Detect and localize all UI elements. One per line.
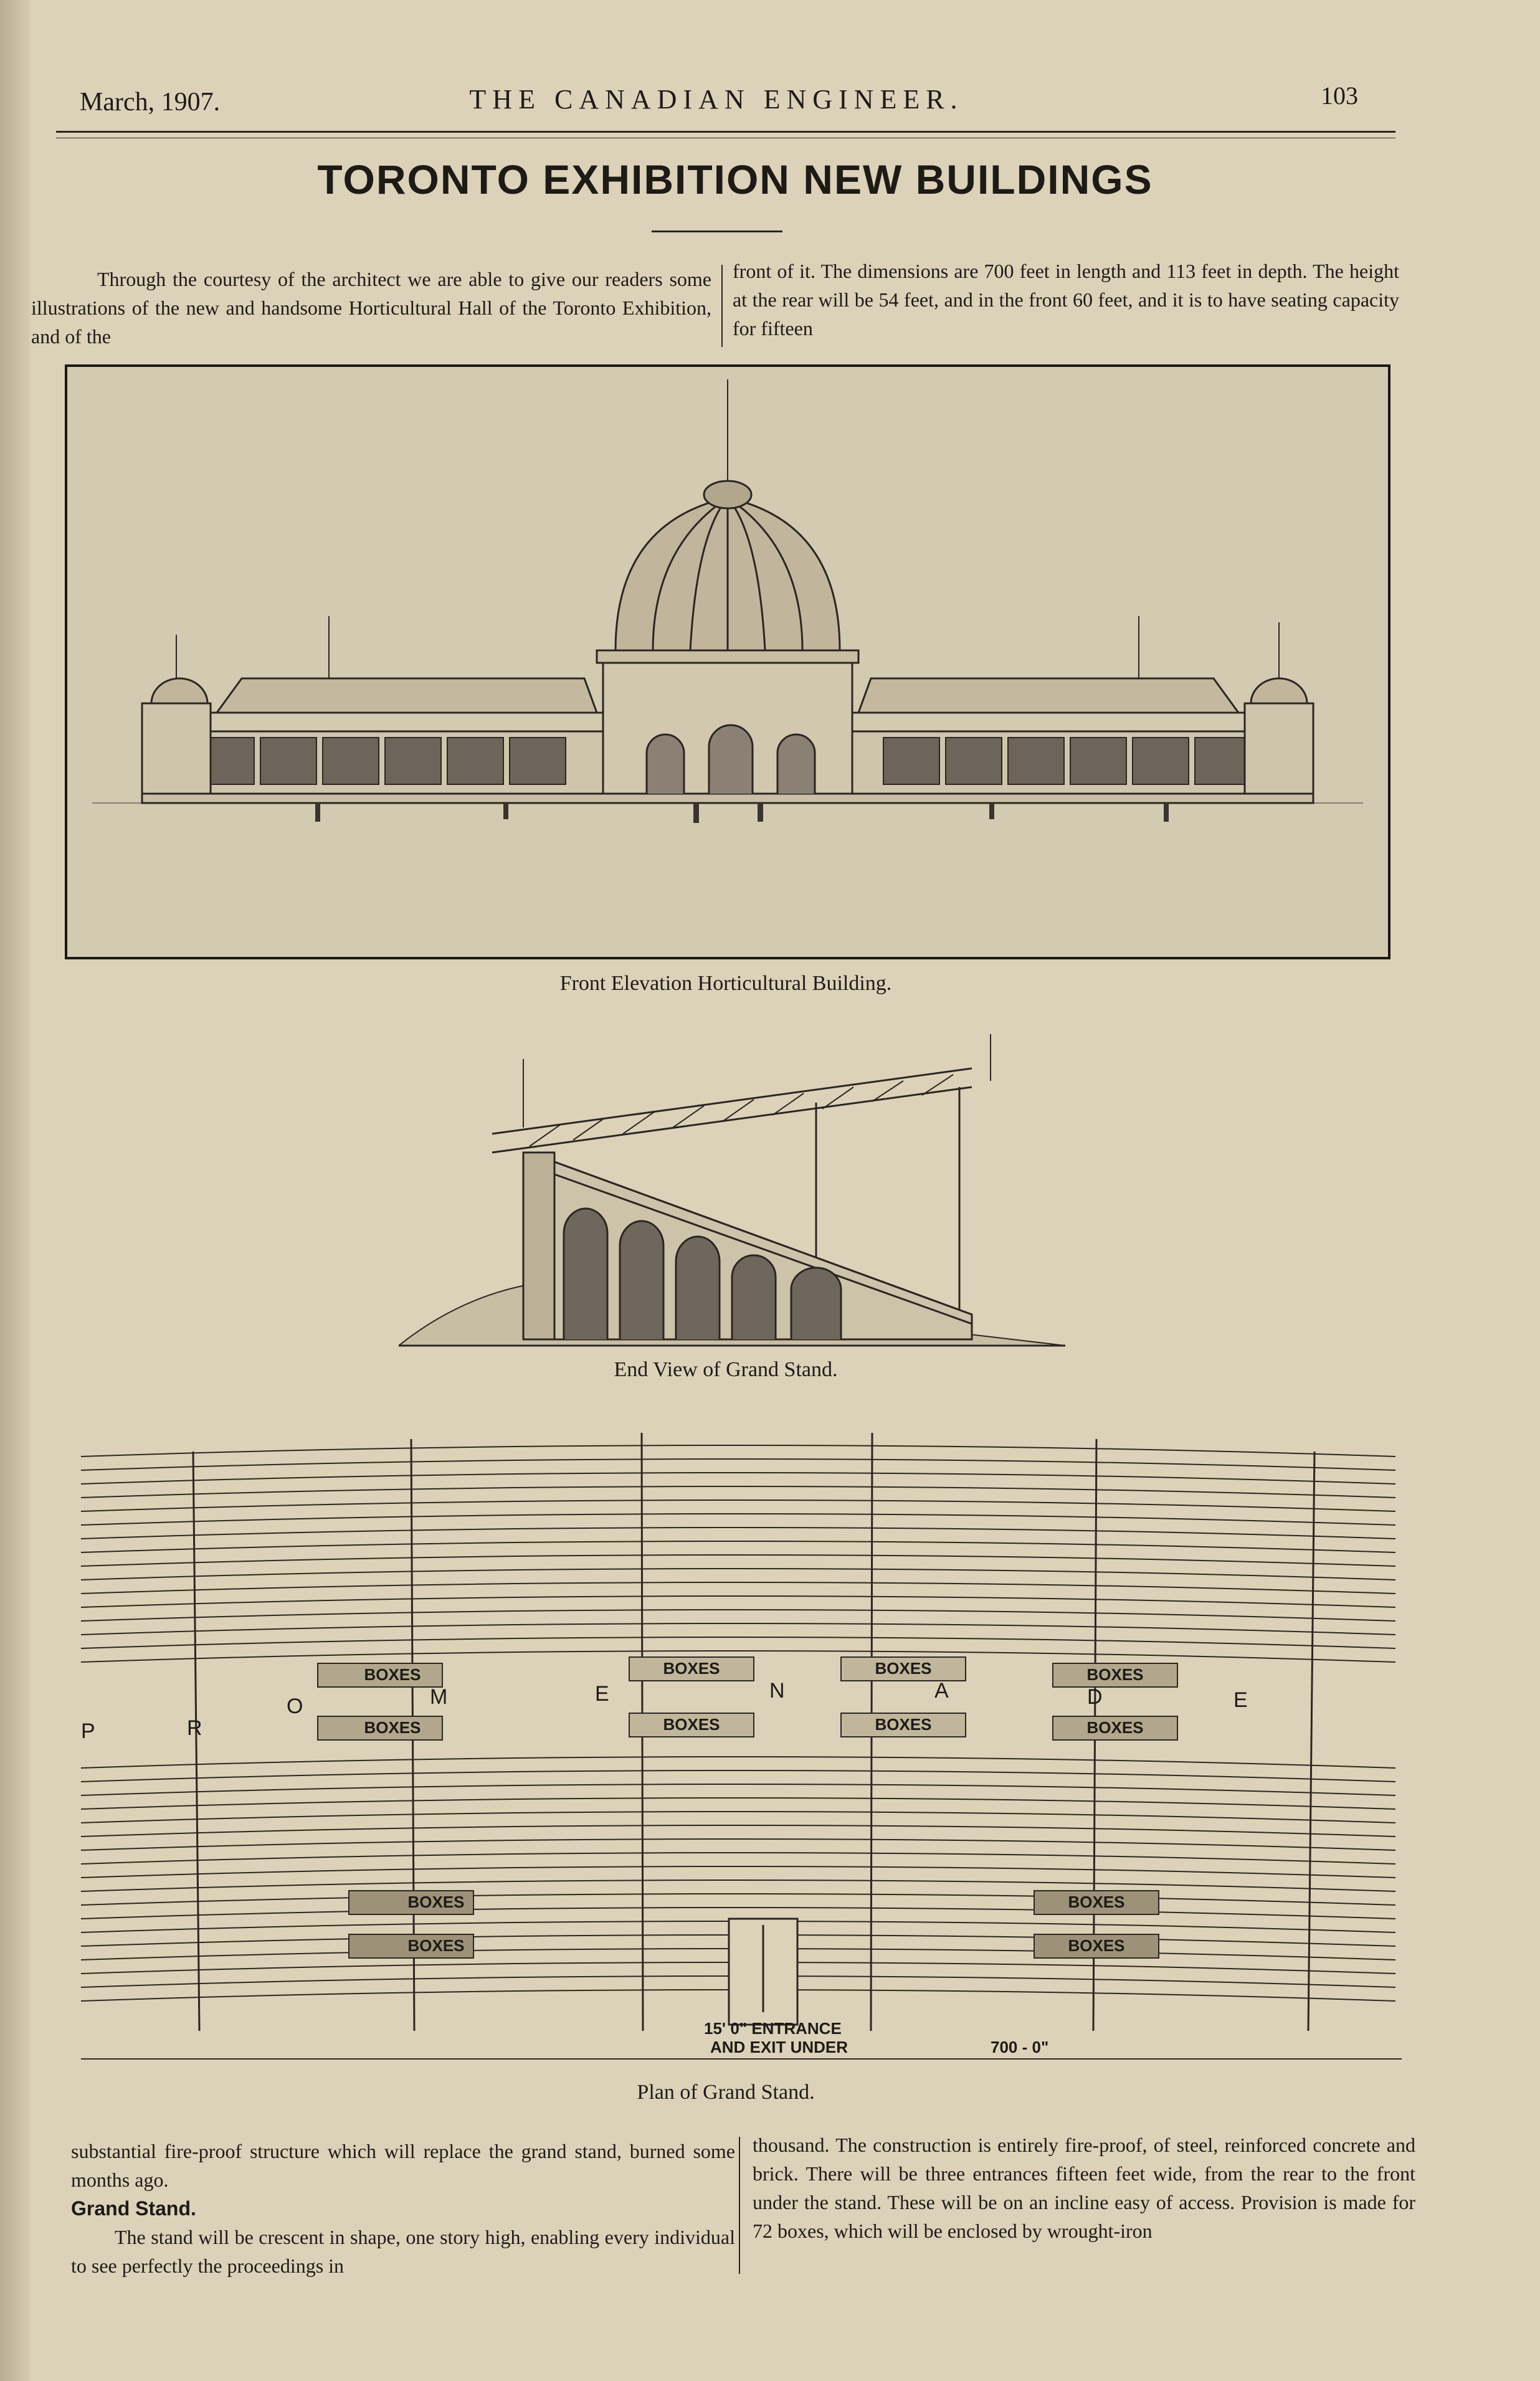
- promenade-letter: E: [595, 1682, 609, 1706]
- seating-row-line: [81, 1839, 1395, 1850]
- plan-caption: Plan of Grand Stand.: [637, 2081, 815, 2104]
- seating-row-line: [81, 1908, 1395, 1919]
- boxes-label: BOXES: [1086, 1718, 1144, 1737]
- front-elevation-figure: [65, 364, 1390, 959]
- seating-row-line: [81, 1514, 1395, 1525]
- promenade-letter: R: [187, 1716, 202, 1740]
- promenade-letter: N: [769, 1679, 785, 1703]
- end-view-caption: End View of Grand Stand.: [614, 1358, 838, 1381]
- seating-row-line: [81, 1757, 1395, 1768]
- grand-stand-plan: [69, 1408, 1408, 2068]
- seating-row-line: [81, 1555, 1395, 1566]
- body-right-column: [753, 2131, 1415, 2245]
- entrance-label: 15' 0" ENTRANCE: [704, 2019, 842, 2038]
- headline-rule: [652, 230, 782, 232]
- seating-row-line: [81, 1528, 1395, 1539]
- boxes-label: BOXES: [1068, 1936, 1125, 1955]
- intro-right-text: front of it. The dimensions are 700 feet in length and 113 feet in depth. The height at the rear will be 54 feet, and in the front 60 feet, and it is to have seating capacity for fifteen: [733, 260, 1399, 340]
- seating-row-line: [81, 1812, 1395, 1823]
- seating-row-line: [81, 1459, 1395, 1470]
- boxes-label: BOXES: [875, 1659, 932, 1678]
- body-right-paragraph: thousand. The construction is entirely fire-proof, of steel, reinforced concrete and brick. There will be three entrances fifteen feet wide, from the rear to the front under the stand. These will be on an incline easy of access. Provision is made for 72 boxes, which will be enclosed by wrought-iron: [753, 2134, 1415, 2242]
- seating-row-line: [81, 1894, 1395, 1905]
- promenade-letter: D: [1087, 1685, 1103, 1709]
- seating-row-line: [81, 1770, 1395, 1782]
- boxes-label: BOXES: [407, 1893, 465, 1911]
- seating-row-line: [81, 1610, 1395, 1621]
- journal-title: THE CANADIAN ENGINEER.: [469, 84, 964, 115]
- seating-row-line: [81, 1798, 1395, 1809]
- boxes-label: BOXES: [663, 1659, 720, 1678]
- promenade-letter: E: [1233, 1688, 1248, 1712]
- intro-left-column: [31, 265, 711, 351]
- seating-row-line: [81, 1582, 1395, 1594]
- grand-stand-end-view: [386, 1022, 1072, 1358]
- boxes-label: BOXES: [1068, 1893, 1125, 1911]
- seating-row-line: [81, 1473, 1395, 1484]
- seating-row-line: [81, 1880, 1395, 1891]
- boxes-label: BOXES: [1086, 1665, 1144, 1684]
- seating-row-line: [81, 1541, 1395, 1552]
- page-gutter-shadow: [0, 0, 30, 2381]
- boxes-label: BOXES: [407, 1936, 465, 1955]
- intro-right-column: [733, 257, 1399, 343]
- page-number: 103: [1321, 82, 1358, 110]
- column-divider-top: [721, 265, 723, 347]
- seating-row-line: [81, 1486, 1395, 1498]
- exit-label: AND EXIT UNDER: [710, 2038, 848, 2056]
- boxes-label: BOXES: [875, 1715, 932, 1734]
- horticultural-building-drawing: [67, 367, 1388, 957]
- boxes-label: BOXES: [663, 1715, 720, 1734]
- intro-left-text: Through the courtesy of the architect we are able to give our readers some illustrations of the new and handsome Horticultural Hall of the Toronto Exhibition, and of the: [31, 268, 711, 348]
- body-left-column: [71, 2137, 735, 2280]
- promenade-letter: P: [81, 1719, 95, 1743]
- length-dimension-label: 700 - 0": [991, 2038, 1049, 2056]
- promenade-letter: A: [934, 1679, 949, 1703]
- header-rule: [56, 131, 1395, 138]
- boxes-label: BOXES: [364, 1718, 421, 1737]
- body-left-paragraph-2: The stand will be crescent in shape, one story high, enabling every individual to see perfectly the proceedings in: [71, 2226, 735, 2277]
- seating-row-line: [81, 1853, 1395, 1864]
- seating-row-line: [81, 1784, 1395, 1795]
- seating-row-line: [81, 1866, 1395, 1878]
- promenade-letter: O: [287, 1694, 303, 1718]
- plan-boxes-upper: [318, 1657, 1177, 1687]
- running-head: [0, 81, 1540, 118]
- grand-stand-subheading: Grand Stand.: [71, 2197, 196, 2220]
- seating-row-line: [81, 1825, 1395, 1837]
- seating-row-line: [81, 1445, 1395, 1457]
- article-headline: TORONTO EXHIBITION NEW BUILDINGS: [317, 156, 1153, 202]
- seating-row-line: [81, 1623, 1395, 1635]
- seating-row-line: [81, 1500, 1395, 1511]
- column-divider-bottom: [739, 2137, 740, 2274]
- seating-row-line: [81, 1637, 1395, 1648]
- seating-row-line: [81, 1596, 1395, 1607]
- central-entrance: [729, 1919, 797, 2025]
- boxes-label: BOXES: [364, 1665, 421, 1684]
- promenade-letter: M: [430, 1685, 448, 1709]
- seating-row-line: [81, 1569, 1395, 1580]
- issue-date: March, 1907.: [80, 88, 221, 116]
- front-elevation-caption: Front Elevation Horticultural Building.: [559, 972, 892, 995]
- body-left-paragraph-1: substantial fire-proof structure which will replace the grand stand, burned some months ago.: [71, 2140, 735, 2191]
